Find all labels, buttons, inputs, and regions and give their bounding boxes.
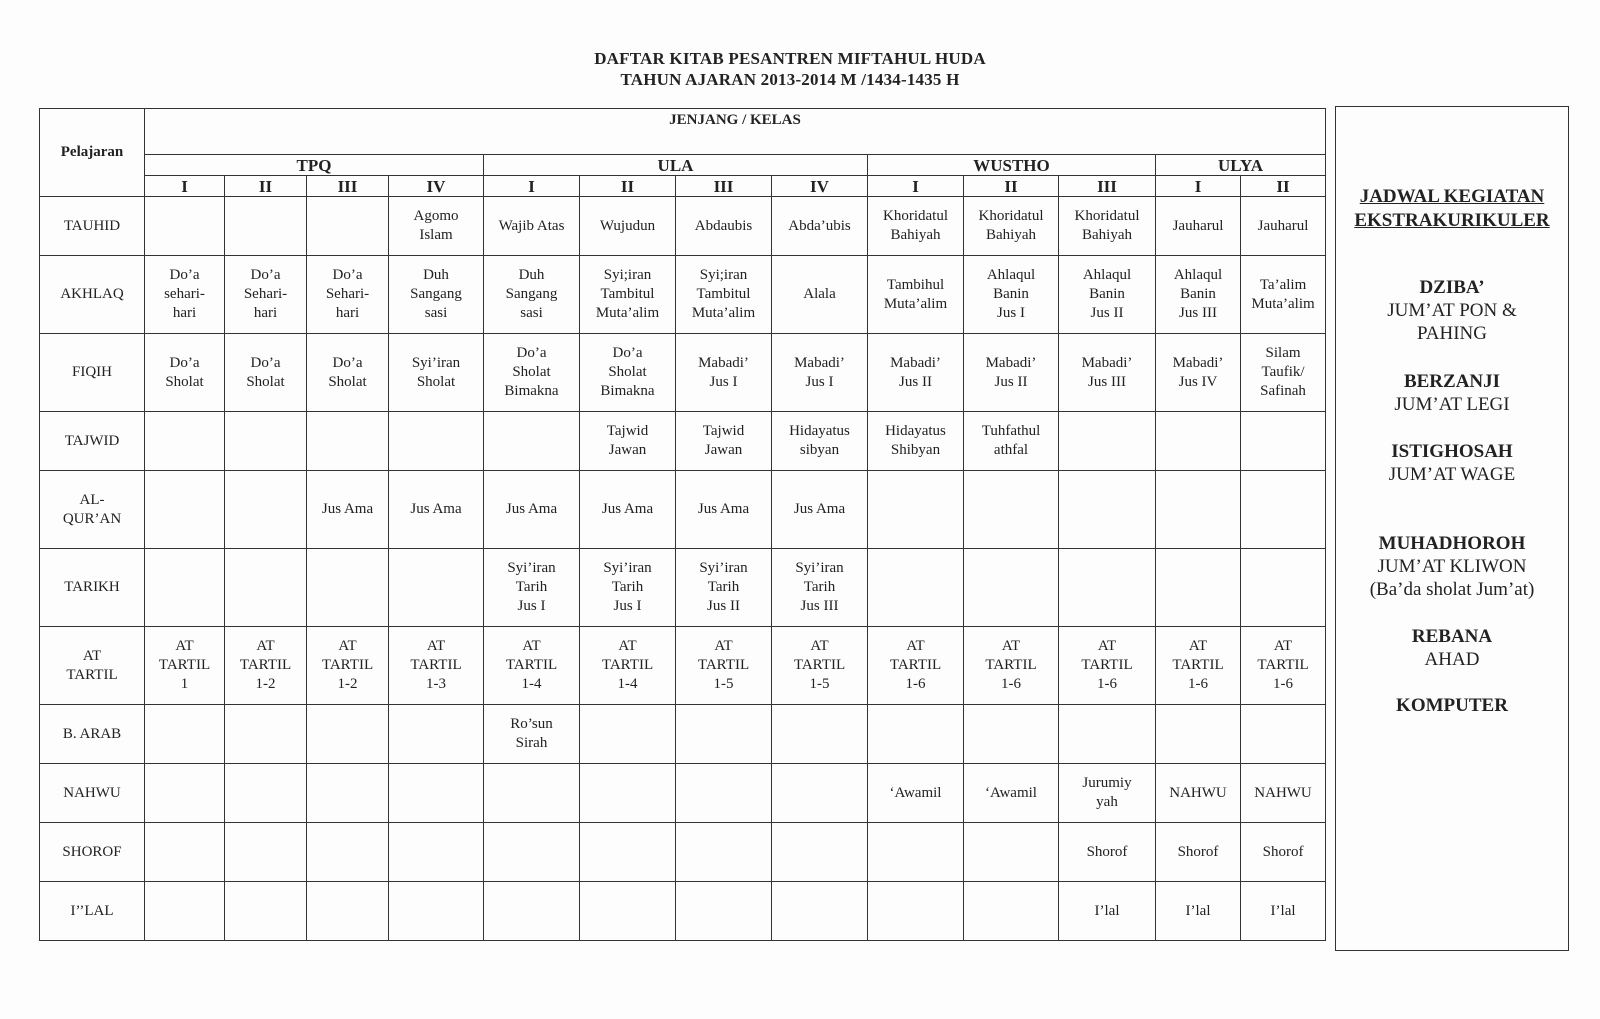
table-cell: I’lal — [1059, 882, 1156, 941]
subject-label: NAHWU — [40, 764, 145, 823]
activity-berzanji — [1336, 370, 1568, 416]
class-header: III — [307, 176, 389, 197]
activity-name: KOMPUTER — [1396, 695, 1508, 716]
table-cell — [772, 705, 868, 764]
table-cell — [676, 823, 772, 882]
table-cell: AT TARTIL 1-6 — [868, 627, 964, 705]
curriculum-table — [39, 108, 1326, 941]
table-cell: AT TARTIL 1-2 — [307, 627, 389, 705]
table-cell — [868, 823, 964, 882]
table-cell: AT TARTIL 1-6 — [1241, 627, 1326, 705]
table-cell — [964, 823, 1059, 882]
table-cell — [676, 882, 772, 941]
table-cell — [1059, 412, 1156, 471]
table-cell — [307, 549, 389, 627]
table-cell: Jauharul — [1156, 197, 1241, 256]
table-cell — [225, 471, 307, 549]
table-cell: AT TARTIL 1-2 — [225, 627, 307, 705]
subject-label: AT TARTIL — [40, 627, 145, 705]
table-cell — [389, 764, 484, 823]
activity-schedule-extra: (Ba’da sholat Jum’at) — [1369, 579, 1535, 600]
table-cell: Do’a Sholat Bimakna — [580, 334, 676, 412]
table-cell — [772, 823, 868, 882]
table-cell: Wajib Atas — [484, 197, 580, 256]
subject-label: TAUHID — [40, 197, 145, 256]
table-cell: Abda’ubis — [772, 197, 868, 256]
table-cell: Shorof — [1156, 823, 1241, 882]
table-cell: AT TARTIL 1-5 — [772, 627, 868, 705]
table-cell: Mabadi’ Jus I — [676, 334, 772, 412]
table-cell: Jus Ama — [580, 471, 676, 549]
table-cell: Mabadi’ Jus III — [1059, 334, 1156, 412]
activity-name: BERZANJI — [1403, 371, 1501, 392]
table-cell: AT TARTIL 1-6 — [1059, 627, 1156, 705]
table-cell: Tajwid Jawan — [580, 412, 676, 471]
table-cell: Jurumiy yah — [1059, 764, 1156, 823]
table-cell: Syi’iran Tarih Jus I — [580, 549, 676, 627]
table-cell — [307, 197, 389, 256]
activity-dziba — [1336, 276, 1568, 345]
table-cell — [484, 823, 580, 882]
table-cell: Ahlaqul Banin Jus II — [1059, 256, 1156, 334]
subject-label: TAJWID — [40, 412, 145, 471]
table-row — [40, 549, 1326, 627]
table-cell: Syi;iran Tambitul Muta’alim — [676, 256, 772, 334]
academic-year: TAHUN AJARAN 2013-2014 M /1434-1435 H — [620, 70, 960, 89]
table-cell: Alala — [772, 256, 868, 334]
table-cell: Hidayatus sibyan — [772, 412, 868, 471]
class-header: II — [964, 176, 1059, 197]
table-cell: Mabadi’ Jus II — [964, 334, 1059, 412]
table-cell: Khoridatul Bahiyah — [868, 197, 964, 256]
table-cell — [964, 471, 1059, 549]
level-header-wustho: WUSTHO — [868, 155, 1156, 176]
table-cell — [1241, 412, 1326, 471]
table-cell: Khoridatul Bahiyah — [964, 197, 1059, 256]
table-cell: AT TARTIL 1-3 — [389, 627, 484, 705]
table-cell: Hidayatus Shibyan — [868, 412, 964, 471]
table-cell: Silam Taufik/ Safinah — [1241, 334, 1326, 412]
class-header: III — [676, 176, 772, 197]
table-cell: Duh Sangang sasi — [484, 256, 580, 334]
table-cell — [307, 882, 389, 941]
table-cell: Duh Sangang sasi — [389, 256, 484, 334]
table-cell — [389, 882, 484, 941]
panel-title-line2: EKSTRAKURIKULER — [1354, 210, 1550, 231]
activity-schedule: JUM’AT WAGE — [1388, 464, 1516, 485]
table-cell — [580, 764, 676, 823]
activity-rebana — [1336, 625, 1568, 671]
table-cell — [225, 823, 307, 882]
table-cell: Abdaubis — [676, 197, 772, 256]
class-header: I — [1156, 176, 1241, 197]
table-cell: Jus Ama — [484, 471, 580, 549]
table-cell — [676, 764, 772, 823]
table-cell — [225, 197, 307, 256]
table-cell — [868, 549, 964, 627]
class-header: I — [484, 176, 580, 197]
class-header: IV — [389, 176, 484, 197]
table-cell: Ahlaqul Banin Jus III — [1156, 256, 1241, 334]
level-header-tpq: TPQ — [145, 155, 484, 176]
table-cell — [145, 882, 225, 941]
table-cell: AT TARTIL 1-4 — [484, 627, 580, 705]
table-cell — [1156, 412, 1241, 471]
table-cell — [225, 764, 307, 823]
table-row — [40, 882, 1326, 941]
table-cell — [1241, 705, 1326, 764]
subject-label: B. ARAB — [40, 705, 145, 764]
table-cell: Syi’iran Tarih Jus I — [484, 549, 580, 627]
activity-name: DZIBA’ — [1419, 277, 1485, 298]
table-cell — [964, 705, 1059, 764]
table-cell — [1059, 705, 1156, 764]
table-cell — [307, 705, 389, 764]
table-cell: NAHWU — [1241, 764, 1326, 823]
table-cell — [307, 764, 389, 823]
table-cell: Tajwid Jawan — [676, 412, 772, 471]
table-cell: Ta’alim Muta’alim — [1241, 256, 1326, 334]
table-cell: Do’a Sehari- hari — [225, 256, 307, 334]
table-cell — [484, 412, 580, 471]
table-cell — [225, 412, 307, 471]
table-cell: Agomo Islam — [389, 197, 484, 256]
table-cell — [389, 412, 484, 471]
activity-komputer — [1336, 694, 1568, 717]
table-row — [40, 334, 1326, 412]
table-cell: Syi’iran Tarih Jus II — [676, 549, 772, 627]
class-header: IV — [772, 176, 868, 197]
table-cell — [389, 705, 484, 764]
subject-label: TARIKH — [40, 549, 145, 627]
table-cell: I’lal — [1241, 882, 1326, 941]
table-cell: Do’a Sholat — [225, 334, 307, 412]
table-cell: Do’a sehari- hari — [145, 256, 225, 334]
table-cell: Ro’sun Sirah — [484, 705, 580, 764]
table-cell: Shorof — [1241, 823, 1326, 882]
table-cell: ‘Awamil — [964, 764, 1059, 823]
table-cell — [1241, 471, 1326, 549]
table-cell: Do’a Sholat — [307, 334, 389, 412]
table-cell — [772, 882, 868, 941]
table-cell — [145, 549, 225, 627]
activity-name: ISTIGHOSAH — [1391, 441, 1513, 462]
pelajaran-header: Pelajaran — [40, 109, 145, 197]
table-cell: Shorof — [1059, 823, 1156, 882]
table-cell: Tuhfathul athfal — [964, 412, 1059, 471]
table-cell — [307, 823, 389, 882]
extracurricular-panel — [1335, 106, 1569, 951]
table-cell — [389, 549, 484, 627]
document-title: DAFTAR KITAB PESANTREN MIFTAHUL HUDA — [594, 49, 986, 68]
table-cell — [484, 764, 580, 823]
table-row — [40, 627, 1326, 705]
subject-label: AKHLAQ — [40, 256, 145, 334]
table-cell — [145, 197, 225, 256]
table-cell — [389, 823, 484, 882]
table-cell — [145, 823, 225, 882]
class-header: III — [1059, 176, 1156, 197]
table-cell — [1156, 705, 1241, 764]
table-cell: Jus Ama — [676, 471, 772, 549]
table-cell — [868, 705, 964, 764]
class-header: II — [1241, 176, 1326, 197]
activity-schedule: JUM’AT KLIWON — [1377, 556, 1527, 577]
table-cell — [868, 471, 964, 549]
subject-label: SHOROF — [40, 823, 145, 882]
table-cell — [225, 882, 307, 941]
class-header: II — [580, 176, 676, 197]
table-cell — [145, 471, 225, 549]
table-cell: Jus Ama — [772, 471, 868, 549]
table-cell — [964, 549, 1059, 627]
table-cell: Jus Ama — [307, 471, 389, 549]
activity-schedule-extra: PAHING — [1416, 323, 1488, 344]
table-row — [40, 412, 1326, 471]
table-cell: Syi’iran Sholat — [389, 334, 484, 412]
panel-title-line1: JADWAL KEGIATAN — [1359, 186, 1545, 207]
activity-name: REBANA — [1411, 626, 1493, 647]
table-cell — [868, 882, 964, 941]
table-cell: Mabadi’ Jus II — [868, 334, 964, 412]
jenjang-header: JENJANG / KELAS — [145, 109, 1326, 155]
subject-label: AL- QUR’AN — [40, 471, 145, 549]
table-row — [40, 705, 1326, 764]
activity-muhadhoroh — [1336, 532, 1568, 601]
table-cell — [225, 549, 307, 627]
class-header: II — [225, 176, 307, 197]
table-cell — [772, 764, 868, 823]
table-cell — [1059, 549, 1156, 627]
table-cell: Mabadi’ Jus IV — [1156, 334, 1241, 412]
table-cell — [307, 412, 389, 471]
table-row — [40, 471, 1326, 549]
table-cell: NAHWU — [1156, 764, 1241, 823]
table-cell: Khoridatul Bahiyah — [1059, 197, 1156, 256]
table-cell — [676, 705, 772, 764]
subject-label: I’’LAL — [40, 882, 145, 941]
table-cell: Syi;iran Tambitul Muta’alim — [580, 256, 676, 334]
activity-istighosah — [1336, 440, 1568, 486]
table-cell — [580, 823, 676, 882]
level-header-ula: ULA — [484, 155, 868, 176]
table-cell: Mabadi’ Jus I — [772, 334, 868, 412]
table-cell — [964, 882, 1059, 941]
table-cell — [484, 882, 580, 941]
table-cell — [225, 705, 307, 764]
table-cell: Tambihul Muta’alim — [868, 256, 964, 334]
table-cell: AT TARTIL 1-6 — [1156, 627, 1241, 705]
table-cell: AT TARTIL 1-4 — [580, 627, 676, 705]
table-cell — [1241, 549, 1326, 627]
class-header: I — [145, 176, 225, 197]
activity-schedule: AHAD — [1424, 649, 1480, 670]
panel-title — [1336, 185, 1568, 233]
table-cell — [1059, 471, 1156, 549]
table-cell: Do’a Sehari- hari — [307, 256, 389, 334]
table-row — [40, 823, 1326, 882]
table-cell — [145, 764, 225, 823]
table-cell — [580, 882, 676, 941]
table-cell: Do’a Sholat Bimakna — [484, 334, 580, 412]
subject-label: FIQIH — [40, 334, 145, 412]
table-cell: Syi’iran Tarih Jus III — [772, 549, 868, 627]
table-cell: ‘Awamil — [868, 764, 964, 823]
table-cell: I’lal — [1156, 882, 1241, 941]
table-cell — [1156, 471, 1241, 549]
table-cell: Ahlaqul Banin Jus I — [964, 256, 1059, 334]
table-row — [40, 197, 1326, 256]
table-cell — [1156, 549, 1241, 627]
level-header-ulya: ULYA — [1156, 155, 1326, 176]
table-row — [40, 256, 1326, 334]
table-cell: Jus Ama — [389, 471, 484, 549]
table-cell: AT TARTIL 1-6 — [964, 627, 1059, 705]
class-header: I — [868, 176, 964, 197]
activity-schedule: JUM’AT LEGI — [1394, 394, 1510, 415]
activity-schedule: JUM’AT PON & — [1387, 300, 1517, 321]
table-cell — [145, 705, 225, 764]
activity-name: MUHADHOROH — [1378, 533, 1526, 554]
table-cell: AT TARTIL 1 — [145, 627, 225, 705]
table-row — [40, 764, 1326, 823]
table-cell: Do’a Sholat — [145, 334, 225, 412]
table-cell: Jauharul — [1241, 197, 1326, 256]
table-cell — [145, 412, 225, 471]
table-cell: Wujudun — [580, 197, 676, 256]
table-cell — [580, 705, 676, 764]
table-cell: AT TARTIL 1-5 — [676, 627, 772, 705]
